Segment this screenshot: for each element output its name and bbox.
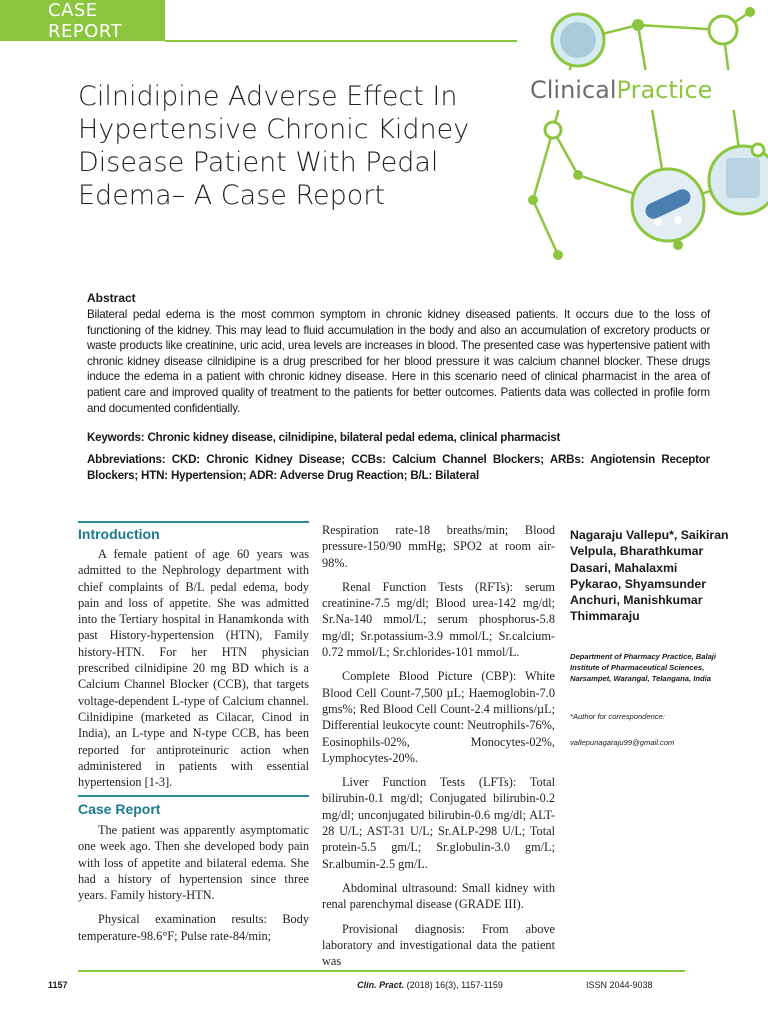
diagnosis-paragraph: Provisional diagnosis: From above laboratory and investigational data the patient was [322, 921, 555, 969]
case-report-paragraph-1: The patient was apparently asymptomatic one week ago. Then she developed body pain with loss of appetite and bilateral edema. She had a history of hypertension since three years. Family history-HTN. [78, 823, 309, 903]
introduction-paragraph: A female patient of age 60 years was admitted to the Nephrology department with chief complaints of B/L pedal edema, body pain and loss of appetite. She was admitted into the Tertiary hospital in Hanamkonda with past History-hypertension (HTN), Family history-HTN. For her HTN physician prescribed cilnidipine 20 mg BD which is a Calcium Channel Blocker (CCB), that targets voltage-dependent L-type of Calcium channel. Cilnidipine (marketed as Cilacar, Cinod in India), an L-type and N-type CCB, has been reported for antiproteinuric action when administered in patients with essential hypertension [1-3]. [78, 547, 309, 790]
journal-logo-wordmark: ClinicalPractice [526, 70, 766, 110]
case-report-heading: Case Report [78, 801, 161, 817]
keywords: Keywords: Chronic kidney disease, cilnidipine, bilateral pedal edema, clinical pharmacist [87, 431, 561, 444]
cbp-paragraph: Complete Blood Picture (CBP): White Blood Cell Count-7,500 µL; Haemoglobin-7.0 gms%; Red Blood Cell Count-2.4 millions/µL; Differential leukocyte count: Neutrophils-76%, Eosinophils-02%, Monocytes-02%, Lymphocytes-20%. [322, 669, 555, 765]
page-number: 1157 [48, 980, 68, 990]
author-list: Nagaraju Vallepu*, Saikiran Velpula, Bharathkumar Dasari, Mahalaxmi Pykarao, Shyamsunder Anchuri, Manishkumar Thimmaraju [570, 528, 729, 624]
introduction-rule [78, 521, 309, 523]
section-tag-label: CASE REPORT [48, 0, 123, 42]
abstract-heading: Abstract [87, 291, 136, 305]
column-2-text [322, 522, 555, 977]
introduction-heading: Introduction [78, 526, 160, 542]
case-report-paragraph-2: Physical examination results: Body temperature-98.6°F; Pulse rate-84/min; [78, 912, 309, 943]
section-tag [0, 0, 165, 41]
molecule-network-illustration [518, 0, 768, 270]
introduction-section [78, 546, 309, 798]
header-rule [165, 40, 517, 42]
footer-rule [78, 970, 685, 972]
issn: ISSN 2044-9038 [586, 980, 653, 990]
journal-citation: Clin. Pract. (2018) 16(3), 1157-1159 [357, 980, 503, 990]
journal-logo-graphic [518, 0, 768, 270]
vitals-paragraph: Respiration rate-18 breaths/min; Blood pressure-150/90 mmHg; SPO2 at room air-98%. [322, 523, 555, 570]
case-report-rule [78, 795, 309, 797]
lft-paragraph: Liver Function Tests (LFTs): Total bilirubin-0.1 mg/dl; Conjugated bilirubin-0.2 mg/dl; unconjugated bilirubin-0.6 mg/dl; ALT-28 U/L; AST-31 U/L; Sr.ALP-298 U/L; Total protein-5.5 gm/L; Sr.globulin-3.0 gm/L; Sr.albumin-2.5 gm/L. [322, 775, 555, 871]
author-email[interactable]: vallepunagaraju99@gmail.com [570, 738, 675, 747]
abbreviations: Abbreviations: CKD: Chronic Kidney Disease; CCBs: Calcium Channel Blockers; ARBs: Angiotensin Receptor Blockers; HTN: Hypertension; ADR: Adverse Drug Reaction; B/L: Bilateral [87, 453, 710, 482]
article-title: Cilnidipine Adverse Effect In Hypertensive Chronic Kidney Disease Patient With Pedal Edema– A Case Report [78, 81, 470, 211]
correspondence-label: *Author for correspondence: [570, 712, 665, 721]
case-report-section [78, 822, 309, 952]
ultrasound-paragraph: Abdominal ultrasound: Small kidney with renal parenchymal disease (GRADE III). [322, 880, 555, 912]
abstract-body: Bilateral pedal edema is the most common symptom in chronic kidney diseased patients. It occurs due to the loss of functioning of the kidney. This may lead to fluid accumulation in the body and also an accumulation of excretory products or waste products like creatinine, uric acid, urea levels are increases in blood. The presented case was hypertensive patient with chronic kidney disease cilnidipine is a drug prescribed for her blood pressure it was calcium channel blocker. These drugs induce the edema in a patient with chronic kidney disease. Here in this scenario need of clinical pharmacist in the area of patient care and improved quality of treatment to the patients for better outcomes. Patients data was collected in profile form and documented confidentially. [87, 308, 710, 415]
rft-paragraph: Renal Function Tests (RFTs): serum creatinine-7.5 mg/dl; Blood urea-142 mg/dl; Sr.Na-140 mmol/L; serum phosphorus-5.8 mg/dl; Sr.potassium-3.9 mmol/L; Sr.calcium-0.72 mmol/L; Sr.chlorides-101 mmol/L. [322, 579, 555, 660]
author-affiliation: Department of Pharmacy Practice, Balaji Institute of Pharmaceutical Sciences, Narsampet, Warangal, Telangana, India [570, 652, 717, 683]
